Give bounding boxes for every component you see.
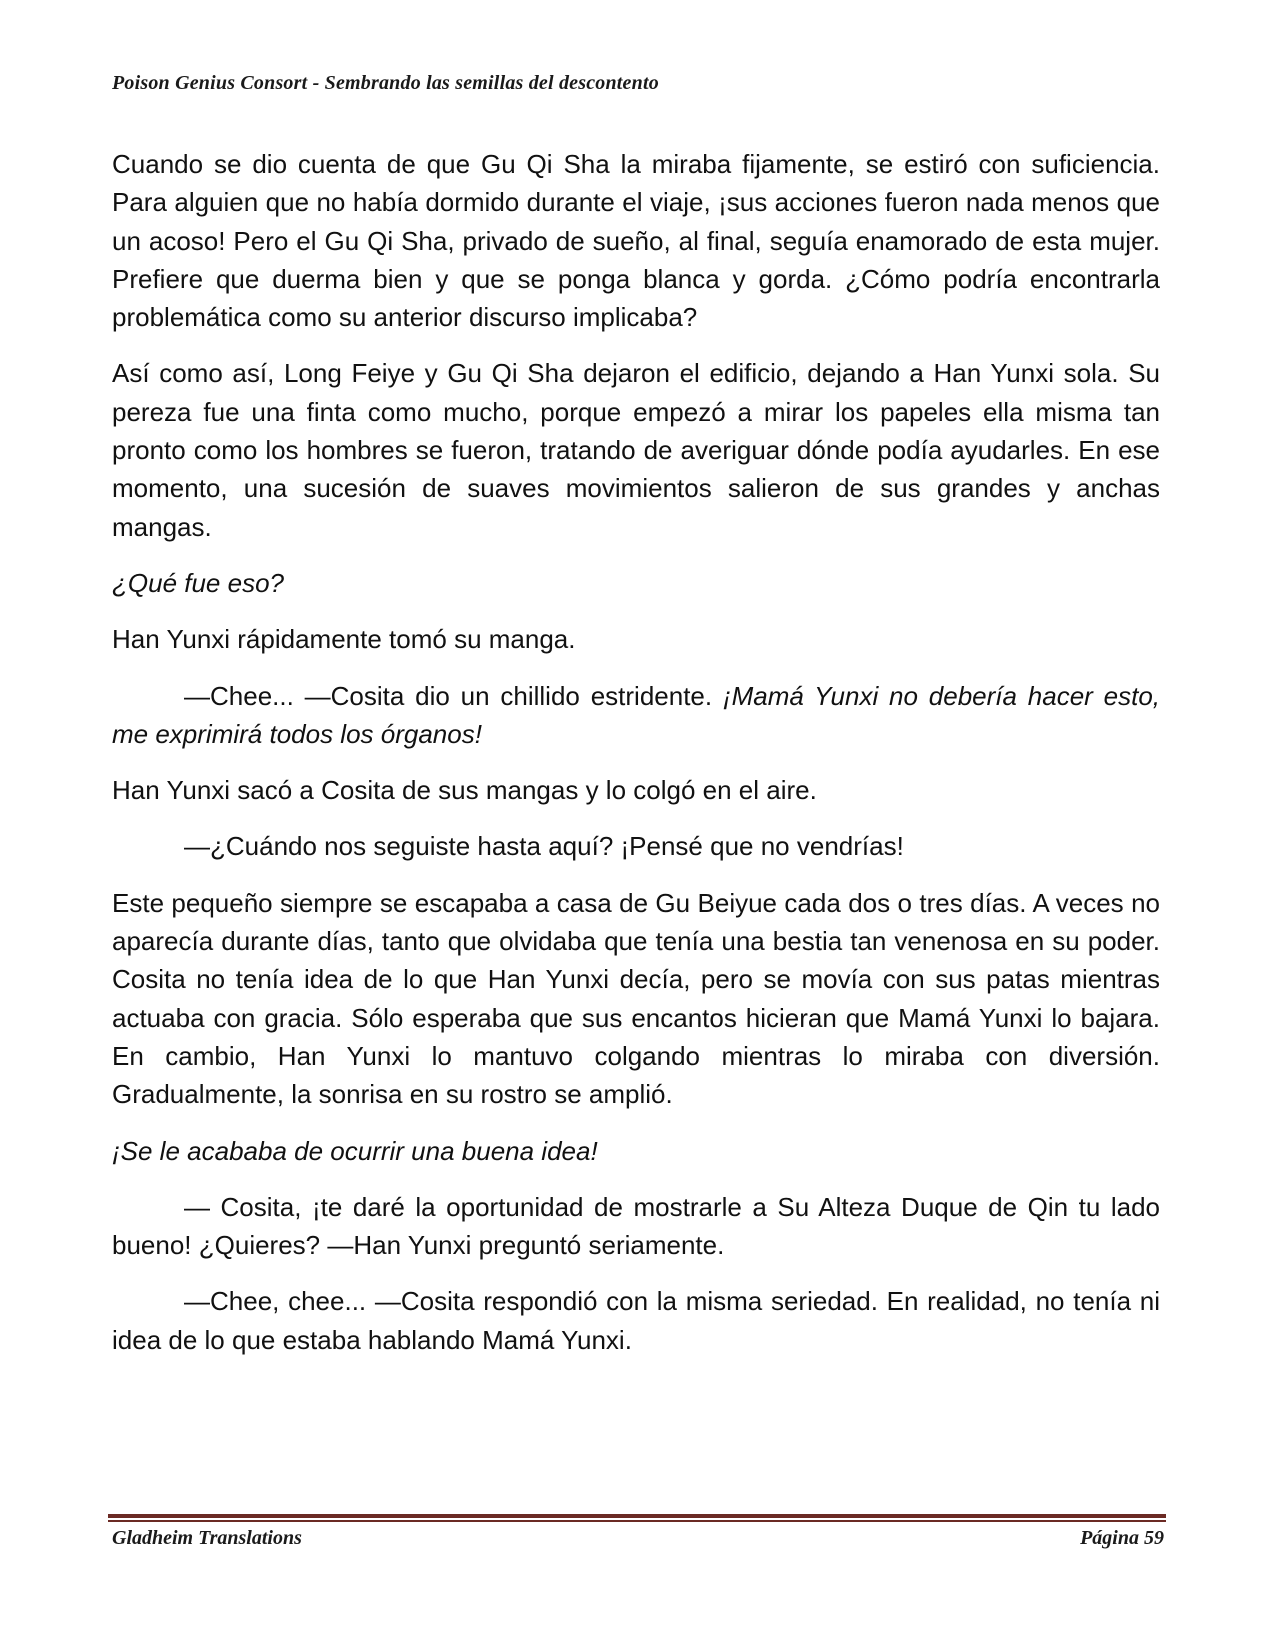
footer-publisher: Gladheim Translations — [112, 1527, 302, 1549]
paragraph-6: Han Yunxi sacó a Cosita de sus mangas y lo colgó en el aire. — [112, 775, 817, 806]
page-number: Página 59 — [1080, 1527, 1164, 1549]
paragraph-2: Así como así, Long Feiye y Gu Qi Sha dejaron el edificio, dejando a Han Yunxi sola. Su pereza fue una finta como mucho, porque empezó a mirar los papeles ella misma tan pronto como los hombres se fueron, tratando de averiguar dónde podía ayudarles. En ese momento, una sucesión de suaves movimientos salieron de sus grandes y anchas mangas. — [112, 358, 1160, 542]
paragraph-3: ¿Qué fue eso? — [112, 567, 284, 598]
page-body — [112, 145, 1160, 1377]
paragraph-10: — Cosita, ¡te daré la oportunidad de mostrarle a Su Alteza Duque de Qin tu lado bueno! ¿Quieres? —Han Yunxi preguntó seriamente. — [112, 1191, 1160, 1261]
paragraph-5 — [112, 677, 1160, 754]
paragraph-8: Este pequeño siempre se escapaba a casa de Gu Beiyue cada dos o tres días. A veces no aparecía durante días, tanto que olvidaba que tenía una bestia tan venenosa en su poder. Cosita no tenía idea de lo que Han Yunxi decía, pero se movía con sus patas mientras actuaba con gracia. Sólo esperaba que sus encantos hicieran que Mamá Yunxi lo bajara. En cambio, Han Yunxi lo mantuvo colgando mientras lo miraba con diversión. Gradualmente, la sonrisa en su rostro se amplió. — [112, 887, 1160, 1110]
thought-text: ¡Mamá Yunxi no debería hacer esto, me exprimirá todos los órganos! — [112, 680, 1160, 749]
paragraph-1: Cuando se dio cuenta de que Gu Qi Sha la miraba fijamente, se estiró con suficiencia. Para alguien que no había dormido durante el viaje, ¡sus acciones fueron nada menos que un acoso! Pero el Gu Qi Sha, privado de sueño, al final, seguía enamorado de esta mujer. Prefiere que duerma bien y que se ponga blanca y gorda. ¿Cómo podría encontrarla problemática como su anterior discurso implicaba? — [112, 149, 1160, 333]
footer-divider-thin-line — [108, 1520, 1166, 1522]
running-header: Poison Genius Consort - Sembrando las semillas del descontento — [112, 72, 659, 94]
footer-divider — [108, 1514, 1166, 1522]
dialogue-text: —Chee... —Cosita dio un chillido estridente. — [184, 680, 723, 711]
paragraph-9: ¡Se le acababa de ocurrir una buena idea! — [112, 1135, 598, 1166]
paragraph-4: Han Yunxi rápidamente tomó su manga. — [112, 624, 576, 655]
paragraph-11: —Chee, chee... —Cosita respondió con la misma seriedad. En realidad, no tenía ni idea de lo que estaba hablando Mamá Yunxi. — [112, 1286, 1160, 1355]
paragraph-7: —¿Cuándo nos seguiste hasta aquí? ¡Pensé que no vendrías! — [184, 831, 904, 862]
footer-divider-thick-line — [108, 1514, 1166, 1518]
